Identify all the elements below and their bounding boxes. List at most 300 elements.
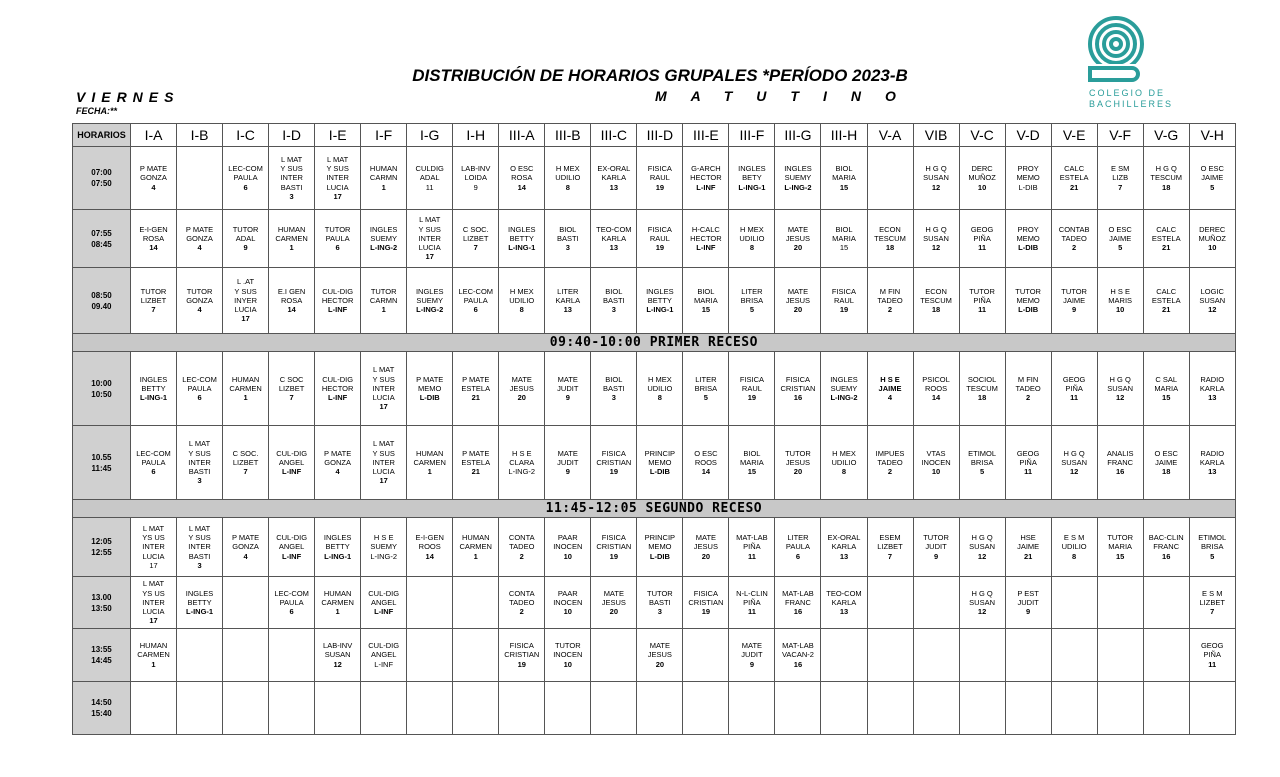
room-code: L-INF: [328, 393, 348, 403]
class-text: GONZA: [324, 457, 351, 467]
class-cell: [913, 147, 959, 210]
logo-text-line-2: BACHILLERES: [1089, 99, 1174, 109]
class-cell: [131, 147, 177, 210]
class-cell: [1143, 426, 1189, 500]
class-cell: [223, 352, 269, 426]
recess-row: [73, 334, 1236, 352]
group-header: I-F: [361, 124, 407, 147]
time-end: 07:50: [91, 179, 112, 188]
class-text: O ESC: [1108, 224, 1132, 234]
class-cell: [407, 268, 453, 334]
group-header: VIB: [913, 124, 959, 147]
class-text: L MAT: [373, 365, 395, 375]
class-cell: [959, 210, 1005, 268]
room-code: 6: [473, 305, 478, 315]
room-code: 7: [887, 551, 893, 561]
class-cell: [1143, 210, 1189, 268]
class-text: JESUS: [601, 597, 626, 607]
class-text: HECTOR: [321, 295, 354, 305]
recess-row: [73, 500, 1236, 518]
class-cell: [177, 426, 223, 500]
class-text: E.I GEN: [277, 286, 306, 296]
room-code: L-DIB: [419, 393, 440, 403]
class-text: FISICA: [647, 164, 672, 174]
class-text: BIOL: [697, 286, 715, 296]
class-cell: [407, 577, 453, 629]
class-text: PAULA: [141, 457, 166, 467]
class-text: BASTI: [188, 467, 211, 477]
group-header: III-D: [637, 124, 683, 147]
room-code: 14: [517, 182, 526, 192]
class-cell: [683, 577, 729, 629]
class-text: H G Q: [925, 164, 947, 174]
class-text: TEO-COM: [596, 224, 632, 234]
class-text: CRISTIAN: [780, 383, 816, 393]
room-code: 3: [611, 393, 616, 403]
room-code: 14: [701, 467, 711, 477]
class-cell: [131, 629, 177, 682]
class-text: JAIME: [1063, 295, 1086, 305]
class-cell: [223, 682, 269, 735]
class-text: ANGEL: [278, 457, 305, 467]
class-text: CARMEN: [459, 542, 492, 552]
room-code: 8: [519, 305, 524, 315]
class-cell: [1143, 577, 1189, 629]
class-cell: [775, 629, 821, 682]
class-cell: [1097, 268, 1143, 334]
class-text: MEMO: [1016, 233, 1040, 243]
class-text: ROSA: [280, 295, 303, 305]
class-text: MEMO: [1016, 295, 1040, 305]
room-code: 21: [1162, 305, 1171, 315]
class-text: MUÑOZ: [1198, 233, 1226, 243]
class-cell: [959, 268, 1005, 334]
class-text: BASTI: [649, 597, 671, 607]
time-start: 13.00: [91, 592, 112, 602]
class-text: P MATE: [231, 533, 260, 543]
room-code: 15: [839, 182, 849, 192]
class-text: CARMEN: [137, 650, 170, 660]
class-text: JUDIT: [1017, 597, 1039, 607]
time-slot-row: [73, 629, 1236, 682]
class-cell: [1189, 147, 1235, 210]
class-cell: [269, 426, 315, 500]
class-text: SUEMY: [416, 295, 444, 305]
room-code: 17: [379, 476, 388, 486]
class-text: INGLES: [185, 588, 214, 598]
class-text: GONZA: [186, 295, 213, 305]
page-title: DISTRIBUCIÓN DE HORARIOS GRUPALES *PERÍODO 2023-B: [412, 66, 908, 85]
class-text: BASTI: [602, 383, 625, 393]
time-slot-label: [73, 426, 131, 500]
class-text: CARMN: [369, 295, 398, 305]
class-text: LEC-COM: [182, 374, 217, 384]
class-text: Y SUS: [372, 448, 395, 458]
class-text: ECON: [925, 286, 947, 296]
class-text: Y SUS: [188, 448, 211, 458]
class-text: Y SUS: [372, 374, 395, 384]
class-cell: [1051, 682, 1097, 735]
room-code: 7: [151, 305, 156, 315]
class-text: M FIN: [1017, 374, 1039, 384]
class-cell: [223, 577, 269, 629]
class-cell: [1051, 577, 1097, 629]
room-code: 19: [701, 607, 711, 617]
class-cell: [729, 518, 775, 577]
class-text: PRINCIP: [644, 533, 676, 543]
class-cell: [315, 426, 361, 500]
class-text: ESTELA: [461, 383, 491, 393]
class-text: ECON: [879, 224, 901, 234]
class-text: GONZA: [232, 542, 259, 552]
group-header: V-G: [1143, 124, 1189, 147]
class-cell: [591, 268, 637, 334]
class-text: LIZBET: [140, 295, 167, 305]
class-text: LUCIA: [372, 393, 395, 403]
class-cell: [1051, 352, 1097, 426]
class-text: ETIMOL: [1198, 533, 1227, 543]
class-text: LEC-COM: [274, 588, 309, 598]
time-slot-label: [73, 268, 131, 334]
class-text: LUCIA: [418, 243, 441, 253]
class-text: JAIME: [1017, 542, 1040, 552]
class-cell: [867, 147, 913, 210]
time-start: 14:50: [91, 698, 112, 707]
class-cell: [1189, 629, 1235, 682]
room-code: 13: [563, 305, 572, 315]
class-cell: [545, 426, 591, 500]
class-cell: [1051, 426, 1097, 500]
class-cell: [775, 210, 821, 268]
class-text: INGLES: [784, 164, 812, 174]
class-text: O ESC: [694, 448, 718, 458]
class-text: INTER: [372, 457, 395, 467]
class-text: SUSAN: [923, 233, 949, 243]
time-slot-row: [73, 426, 1236, 500]
class-cell: [775, 268, 821, 334]
class-cell: [453, 268, 499, 334]
class-text: RAUL: [649, 173, 670, 183]
class-text: ESTELA: [1059, 173, 1089, 183]
time-end: 10:50: [91, 389, 112, 399]
class-text: RAUL: [649, 233, 670, 243]
class-text: FISICA: [693, 588, 718, 598]
room-code: L-DIB: [1018, 305, 1039, 315]
class-text: LIZBET: [1199, 597, 1225, 607]
class-text: JESUS: [785, 295, 811, 305]
room-code: 4: [151, 182, 156, 192]
class-text: MATE: [787, 286, 809, 296]
room-code: 12: [333, 659, 342, 669]
class-text: Y SUS: [234, 286, 257, 296]
class-cell: [361, 352, 407, 426]
class-text: TUTOR: [785, 448, 811, 458]
class-text: JUDIT: [557, 383, 579, 393]
room-code: 13: [609, 243, 618, 253]
class-cell: [821, 268, 867, 334]
class-cell: [1143, 147, 1189, 210]
class-text: TUTOR: [370, 286, 397, 296]
class-cell: [223, 629, 269, 682]
class-text: TUTOR: [554, 641, 581, 651]
class-text: ADAL: [235, 233, 256, 243]
room-code: 12: [977, 607, 987, 617]
class-text: P MATE: [185, 224, 214, 234]
class-text: L MAT: [142, 523, 165, 533]
class-text: LIZBET: [877, 542, 903, 552]
class-text: PROY: [1017, 164, 1039, 174]
class-cell: [545, 147, 591, 210]
class-text: BIOL: [559, 224, 577, 234]
class-cell: [1051, 268, 1097, 334]
class-text: PAULA: [187, 383, 212, 393]
date-label: FECHA:**: [76, 106, 118, 116]
class-text: CRISTIAN: [596, 542, 632, 552]
class-text: TADEO: [509, 542, 535, 552]
class-cell: [637, 629, 683, 682]
class-text: CUL-DIG: [276, 448, 308, 458]
class-cell: [545, 268, 591, 334]
class-text: BRISA: [970, 457, 994, 467]
class-cell: [729, 682, 775, 735]
class-cell: [223, 426, 269, 500]
room-code: 3: [289, 191, 294, 201]
class-text: H G Q: [1155, 164, 1177, 174]
class-text: G-ARCH: [691, 164, 721, 174]
class-text: FISICA: [601, 533, 626, 543]
class-cell: [315, 352, 361, 426]
class-text: TADEO: [877, 457, 903, 467]
room-code: 1: [381, 182, 386, 192]
class-text: BRISA: [740, 295, 764, 305]
class-cell: [821, 682, 867, 735]
class-text: SUEMY: [370, 542, 397, 552]
class-text: BAC-CLIN: [1148, 533, 1184, 543]
group-header: III-H: [821, 124, 867, 147]
class-text: SUSAN: [969, 542, 995, 552]
room-code: 17: [241, 314, 250, 324]
class-text: TADEO: [1015, 383, 1041, 393]
class-text: P EST: [1017, 588, 1039, 598]
class-cell: [499, 629, 545, 682]
class-cell: [499, 268, 545, 334]
class-text: BETTY: [647, 295, 672, 305]
class-text: H G Q: [971, 588, 993, 598]
class-cell: [499, 147, 545, 210]
room-code: 7: [1210, 607, 1215, 617]
room-code: 2: [519, 607, 524, 617]
class-cell: [959, 518, 1005, 577]
class-cell: [729, 352, 775, 426]
class-text: BIOL: [743, 448, 761, 458]
class-cell: [683, 210, 729, 268]
class-cell: [177, 352, 223, 426]
room-code: 6: [243, 182, 248, 192]
time-slot-row: [73, 352, 1236, 426]
room-code: 2: [887, 467, 893, 477]
class-text: SUEMY: [370, 233, 397, 243]
room-code: 20: [793, 305, 803, 315]
room-code: 12: [1208, 305, 1217, 315]
room-code: 9: [933, 551, 939, 561]
class-text: BETTY: [325, 542, 350, 552]
room-code: 11: [978, 305, 987, 315]
room-code: 20: [793, 243, 803, 253]
group-header: III-B: [545, 124, 591, 147]
class-text: INGLES: [415, 286, 444, 296]
class-text: ADAL: [419, 173, 440, 183]
class-text: GEOG: [1016, 448, 1040, 458]
class-text: CULDIG: [415, 164, 444, 174]
class-cell: [591, 426, 637, 500]
class-text: L MAT: [142, 579, 165, 589]
room-code: 20: [655, 659, 665, 669]
class-text: UDILIO: [1061, 542, 1087, 552]
class-text: HECTOR: [690, 173, 722, 183]
class-cell: [637, 426, 683, 500]
class-cell: [269, 352, 315, 426]
room-code: 11: [1024, 467, 1033, 477]
class-text: BIOL: [835, 164, 853, 174]
class-text: FRANC: [785, 597, 811, 607]
class-text: INTER: [372, 383, 395, 393]
class-text: MARIA: [832, 173, 856, 183]
class-text: CUL-DIG: [368, 588, 400, 598]
class-cell: [1189, 426, 1235, 500]
class-cell: [177, 682, 223, 735]
room-code: 18: [977, 393, 987, 403]
class-text: JAIME: [878, 383, 902, 393]
class-text: HUMAN: [139, 641, 168, 651]
class-text: RADIO: [1200, 374, 1225, 384]
class-cell: [637, 210, 683, 268]
time-slot-label: [73, 518, 131, 577]
class-cell: [1143, 629, 1189, 682]
class-text: LEC-COM: [458, 286, 494, 296]
room-code: 10: [563, 551, 572, 561]
group-header: I-E: [315, 124, 361, 147]
class-cell: [1097, 147, 1143, 210]
class-text: H MEX: [647, 374, 672, 384]
class-text: TESCUM: [874, 233, 906, 243]
room-code: L-ING-2: [830, 393, 858, 403]
class-text: MAT-LAB: [736, 533, 768, 543]
room-code: 20: [517, 393, 526, 403]
class-text: MATE: [557, 448, 578, 458]
class-text: FRANC: [1153, 542, 1180, 552]
class-text: P MATE: [416, 374, 444, 384]
class-cell: [361, 629, 407, 682]
class-text: CONTA: [508, 533, 535, 543]
class-text: MEMO: [648, 542, 672, 552]
class-text: BASTI: [188, 551, 211, 561]
room-code: 4: [197, 243, 202, 253]
class-text: CARMEN: [413, 457, 446, 467]
room-code: L-ING-1: [508, 243, 536, 253]
room-code: 21: [1023, 551, 1033, 561]
room-code: 5: [749, 305, 754, 315]
class-cell: [269, 577, 315, 629]
class-text: UDILIO: [739, 233, 765, 243]
class-text: INOCEN: [553, 597, 583, 607]
room-code: 14: [149, 243, 158, 253]
room-code: 3: [565, 243, 570, 253]
room-code: 16: [793, 607, 803, 617]
time-slot-row: [73, 682, 1236, 735]
class-cell: [913, 577, 959, 629]
room-code: L-DIB: [649, 467, 670, 477]
class-text: PIÑA: [743, 597, 761, 607]
class-cell: [131, 210, 177, 268]
class-cell: [683, 352, 729, 426]
class-text: MARIA: [740, 457, 764, 467]
class-cell: [1051, 147, 1097, 210]
time-slot-row: [73, 147, 1236, 210]
class-text: BETTY: [141, 383, 166, 393]
class-cell: [177, 210, 223, 268]
class-cell: [683, 147, 729, 210]
class-cell: [453, 147, 499, 210]
class-text: N-L-CLIN: [736, 588, 768, 598]
time-start: 07:55: [91, 228, 112, 238]
class-text: LITER: [695, 374, 717, 384]
class-cell: [1143, 682, 1189, 735]
class-cell: [591, 577, 637, 629]
class-text: H MEX: [740, 224, 764, 234]
class-text: P MATE: [324, 448, 352, 458]
class-text: LITER: [787, 533, 809, 543]
class-cell: [361, 577, 407, 629]
room-code: 9: [749, 659, 754, 669]
class-cell: [269, 518, 315, 577]
room-code: 6: [335, 243, 340, 253]
class-text: TUTOR: [647, 588, 673, 598]
room-code: 10: [931, 467, 941, 477]
class-cell: [959, 352, 1005, 426]
class-text: MEMO: [648, 457, 672, 467]
class-text: LIZBET: [278, 383, 305, 393]
class-text: SUSAN: [1199, 295, 1226, 305]
class-cell: [867, 268, 913, 334]
class-text: L MAT: [419, 215, 441, 225]
class-text: BETY: [742, 173, 762, 183]
class-cell: [1143, 268, 1189, 334]
class-text: HUMAN: [369, 164, 398, 174]
class-text: CUL-DIG: [322, 286, 354, 296]
class-cell: [959, 629, 1005, 682]
time-slot-label: [73, 629, 131, 682]
class-cell: [407, 518, 453, 577]
room-code: 8: [841, 467, 847, 477]
class-text: CALC: [1156, 286, 1177, 296]
class-text: BRISA: [694, 383, 718, 393]
class-text: JUDIT: [925, 542, 947, 552]
room-code: 9: [243, 243, 248, 253]
class-cell: [821, 426, 867, 500]
class-text: CALC: [1064, 164, 1085, 174]
class-text: LITER: [557, 286, 579, 296]
class-cell: [1189, 577, 1235, 629]
group-header: V-H: [1189, 124, 1235, 147]
time-start: 07:00: [91, 168, 112, 177]
room-code: 10: [1116, 305, 1125, 315]
class-cell: [499, 426, 545, 500]
class-cell: [453, 518, 499, 577]
room-code: 12: [931, 243, 941, 253]
class-text: ETIMOL: [968, 448, 997, 458]
room-code: 7: [473, 243, 478, 253]
class-text: LUCIA: [326, 182, 349, 192]
